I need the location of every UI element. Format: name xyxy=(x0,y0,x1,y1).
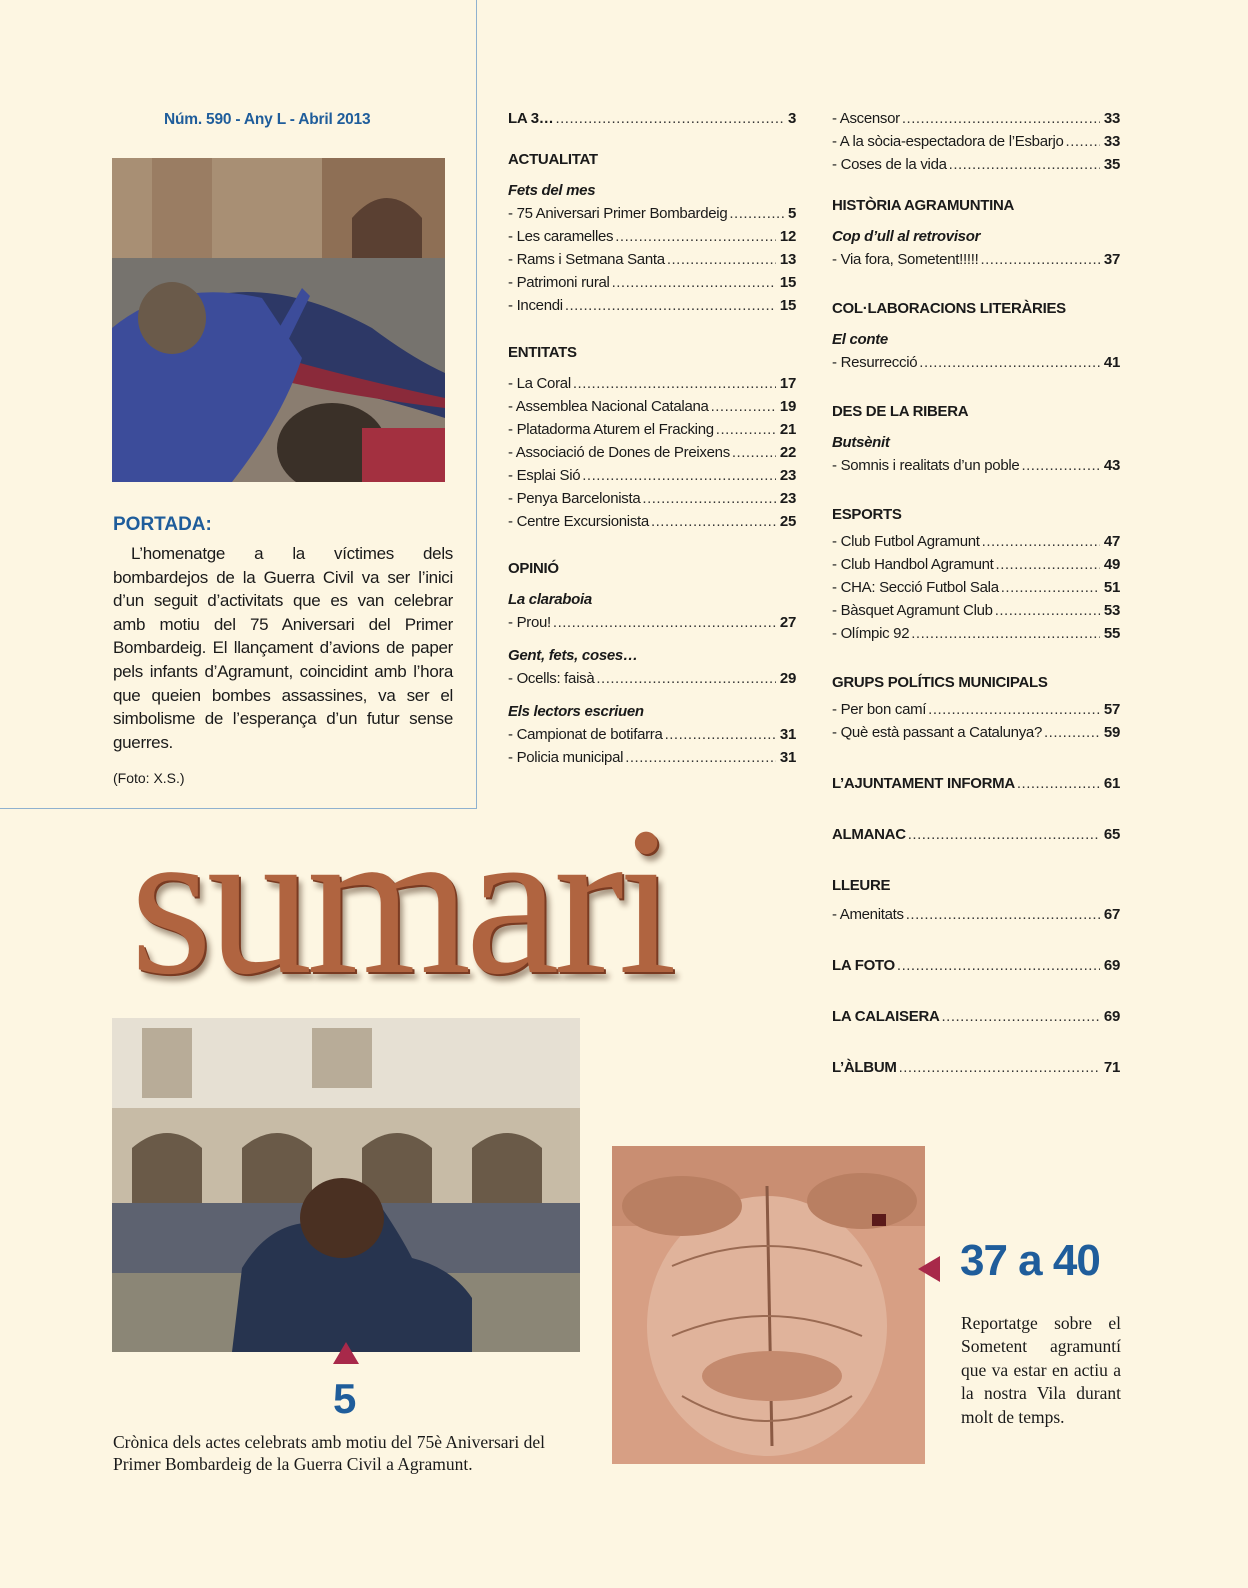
toc-entry-page: 23 xyxy=(779,490,796,507)
subsection-heading: El conte xyxy=(832,331,888,348)
toc-entry-page: 47 xyxy=(1103,533,1120,550)
toc-entry-title: - Via fora, Sometent!!!!! xyxy=(832,251,979,268)
toc-entry-title: - Esplai Sió xyxy=(508,467,581,484)
toc-entry[interactable] xyxy=(832,579,1120,602)
feature-photo-5 xyxy=(112,1018,580,1352)
toc-entry-page: 21 xyxy=(779,421,796,438)
toc-dot-leader xyxy=(625,749,776,766)
toc-entry-title: - Patrimoni rural xyxy=(508,274,610,291)
toc-entry[interactable] xyxy=(508,251,796,274)
toc-entry-page: 57 xyxy=(1103,701,1120,718)
toc-entry-title: - Associació de Dones de Preixens xyxy=(508,444,730,461)
toc-dot-leader xyxy=(1001,579,1100,596)
section-heading: GRUPS POLÍTICS MUNICIPALS xyxy=(832,674,1048,691)
toc-column-right xyxy=(832,110,1120,1082)
toc-dot-leader xyxy=(928,701,1100,718)
toc-entry[interactable] xyxy=(508,228,796,251)
toc-entry-page: 33 xyxy=(1103,110,1120,127)
toc-dot-leader xyxy=(555,110,784,127)
toc-dot-leader xyxy=(942,1008,1100,1025)
toc-dot-leader xyxy=(908,826,1100,843)
toc-entry[interactable] xyxy=(832,1059,1120,1082)
section-heading: COL·LABORACIONS LITERÀRIES xyxy=(832,300,1066,317)
toc-entry[interactable] xyxy=(832,251,1120,274)
toc-entry-title: - Platadorma Aturem el Fracking xyxy=(508,421,714,438)
toc-entry-title: - Policia municipal xyxy=(508,749,624,766)
feature-caption: Crònica dels actes celebrats amb motiu del 75è Aniversari del Primer Bombardeig de la Guerra Civil a Agramunt. xyxy=(113,1432,546,1474)
toc-entry[interactable] xyxy=(832,701,1120,724)
toc-dot-leader xyxy=(651,513,776,530)
toc-entry[interactable] xyxy=(508,297,796,320)
toc-dot-leader xyxy=(906,906,1100,923)
toc-entry-page: 43 xyxy=(1103,457,1120,474)
toc-entry-title: LA CALAISERA xyxy=(832,1008,940,1025)
toc-entry-page: 22 xyxy=(779,444,796,461)
toc-entry[interactable] xyxy=(832,133,1120,156)
toc-entry-title: - CHA: Secció Futbol Sala xyxy=(832,579,999,596)
feature-page-range: 37 a 40 xyxy=(960,1236,1100,1285)
toc-entry-page: 37 xyxy=(1103,251,1120,268)
toc-entry-page: 23 xyxy=(779,467,796,484)
toc-entry-title: - Campionat de botifarra xyxy=(508,726,663,743)
portada-title: PORTADA: xyxy=(113,514,212,535)
toc-entry-title: - Olímpic 92 xyxy=(832,625,910,642)
section-heading: LLEURE xyxy=(832,877,891,894)
toc-dot-leader xyxy=(980,251,1099,268)
toc-dot-leader xyxy=(582,467,776,484)
toc-entry-page: 15 xyxy=(779,274,796,291)
toc-dot-leader xyxy=(573,375,776,392)
toc-entry-title: LA 3… xyxy=(508,110,554,127)
section-heading: HISTÒRIA AGRAMUNTINA xyxy=(832,197,1015,214)
toc-entry-page: 69 xyxy=(1103,1008,1120,1025)
toc-entry-title: - Què està passant a Catalunya? xyxy=(832,724,1043,741)
toc-entry-title: - Centre Excursionista xyxy=(508,513,649,530)
toc-entry-title: - Rams i Setmana Santa xyxy=(508,251,665,268)
toc-entry-page: 55 xyxy=(1103,625,1120,642)
toc-entry-page: 33 xyxy=(1103,133,1120,150)
toc-entry-title: - Prou! xyxy=(508,614,551,631)
toc-entry-title: - Ocells: faisà xyxy=(508,670,595,687)
toc-entry[interactable] xyxy=(508,467,796,490)
toc-dot-leader xyxy=(667,251,776,268)
toc-dot-leader xyxy=(665,726,776,743)
toc-entry-page: 13 xyxy=(779,251,796,268)
toc-entry[interactable] xyxy=(508,670,796,693)
toc-entry[interactable] xyxy=(508,421,796,444)
toc-entry[interactable] xyxy=(832,1008,1120,1031)
toc-dot-leader xyxy=(553,614,776,631)
toc-entry-page: 35 xyxy=(1103,156,1120,173)
toc-entry[interactable] xyxy=(832,602,1120,625)
section-heading: OPINIÓ xyxy=(508,560,559,577)
toc-entry-page: 31 xyxy=(779,749,796,766)
toc-entry-page: 19 xyxy=(779,398,796,415)
toc-entry[interactable] xyxy=(832,906,1120,929)
toc-entry-title: - Amenitats xyxy=(832,906,904,923)
toc-dot-leader xyxy=(732,444,776,461)
toc-entry[interactable] xyxy=(832,775,1120,798)
toc-entry[interactable] xyxy=(832,724,1120,747)
toc-entry-page: 59 xyxy=(1103,724,1120,741)
section-heading: DES DE LA RIBERA xyxy=(832,403,969,420)
feature-caption: Reportatge sobre el Sometent agramuntí que va estar en actiu a la nostra Vila durant molt de temps. xyxy=(961,1313,1121,1427)
subsection-heading: Cop d’ull al retrovisor xyxy=(832,228,981,245)
toc-entry-page: 49 xyxy=(1103,556,1120,573)
toc-entry-title: - Bàsquet Agramunt Club xyxy=(832,602,993,619)
toc-entry-title: - Assemblea Nacional Catalana xyxy=(508,398,709,415)
toc-entry-page: 69 xyxy=(1103,957,1120,974)
toc-dot-leader xyxy=(1044,724,1100,741)
toc-entry-page: 65 xyxy=(1103,826,1120,843)
toc-entry-title: - Ascensor xyxy=(832,110,900,127)
toc-entry-page: 12 xyxy=(779,228,796,245)
toc-entry-page: 25 xyxy=(779,513,796,530)
toc-entry-page: 71 xyxy=(1103,1059,1120,1076)
toc-entry-title: - La Coral xyxy=(508,375,571,392)
toc-entry[interactable] xyxy=(508,513,796,536)
subsection-heading: Butsènit xyxy=(832,434,890,451)
cover-photo xyxy=(112,158,445,482)
toc-entry-page: 31 xyxy=(779,726,796,743)
arrow-left-icon xyxy=(918,1256,940,1282)
toc-dot-leader xyxy=(565,297,776,314)
arrow-up-icon xyxy=(333,1342,359,1364)
toc-dot-leader xyxy=(612,274,776,291)
toc-entry-title: ALMANAC xyxy=(832,826,906,843)
toc-entry[interactable] xyxy=(508,110,796,133)
toc-dot-leader xyxy=(615,228,776,245)
toc-entry-title: - Les caramelles xyxy=(508,228,614,245)
toc-entry[interactable] xyxy=(832,457,1120,480)
toc-entry[interactable] xyxy=(508,274,796,297)
toc-entry-title: L’AJUNTAMENT INFORMA xyxy=(832,775,1015,792)
toc-entry-page: 15 xyxy=(779,297,796,314)
toc-entry[interactable] xyxy=(508,205,796,228)
toc-dot-leader xyxy=(729,205,784,222)
toc-dot-leader xyxy=(642,490,776,507)
toc-entry-title: LA FOTO xyxy=(832,957,895,974)
toc-entry[interactable] xyxy=(832,110,1120,133)
toc-dot-leader xyxy=(596,670,776,687)
toc-dot-leader xyxy=(995,602,1100,619)
toc-column-middle xyxy=(508,110,796,772)
toc-entry-title: - Penya Barcelonista xyxy=(508,490,641,507)
toc-entry-page: 17 xyxy=(779,375,796,392)
toc-entry[interactable] xyxy=(832,957,1120,980)
toc-entry-title: - A la sòcia-espectadora de l’Esbarjo xyxy=(832,133,1064,150)
toc-entry-page: 5 xyxy=(787,205,796,222)
subsection-heading: Els lectors escriuen xyxy=(508,703,644,720)
toc-entry-page: 53 xyxy=(1103,602,1120,619)
photo-credit: (Foto: X.S.) xyxy=(113,770,185,786)
toc-entry-title: L’ÀLBUM xyxy=(832,1059,897,1076)
toc-entry[interactable] xyxy=(508,490,796,513)
toc-dot-leader xyxy=(1066,133,1100,150)
feature-page-number: 5 xyxy=(333,1375,357,1422)
toc-entry[interactable] xyxy=(508,444,796,467)
section-heading: ACTUALITAT xyxy=(508,151,598,168)
toc-entry[interactable] xyxy=(508,398,796,421)
toc-entry-title: - Incendi xyxy=(508,297,563,314)
toc-entry[interactable] xyxy=(508,749,796,772)
toc-entry-page: 3 xyxy=(787,110,796,127)
toc-dot-leader xyxy=(1021,457,1099,474)
toc-entry-page: 29 xyxy=(779,670,796,687)
toc-dot-leader xyxy=(982,533,1100,550)
toc-entry[interactable] xyxy=(832,156,1120,179)
toc-entry[interactable] xyxy=(508,375,796,398)
toc-entry-title: - Club Handbol Agramunt xyxy=(832,556,994,573)
toc-entry[interactable] xyxy=(832,533,1120,556)
subsection-heading: Gent, fets, coses… xyxy=(508,647,638,664)
toc-entry-page: 67 xyxy=(1103,906,1120,923)
section-heading: ESPORTS xyxy=(832,506,902,523)
toc-entry-page: 27 xyxy=(779,614,796,631)
toc-entry[interactable] xyxy=(832,354,1120,377)
feature-photo-37 xyxy=(612,1146,925,1464)
toc-entry[interactable] xyxy=(832,556,1120,579)
toc-entry-title: - Somnis i realitats d’un poble xyxy=(832,457,1020,474)
section-heading: ENTITATS xyxy=(508,344,577,361)
toc-entry[interactable] xyxy=(832,826,1120,849)
toc-dot-leader xyxy=(711,398,776,415)
toc-entry-title: - Club Futbol Agramunt xyxy=(832,533,980,550)
toc-entry[interactable] xyxy=(508,726,796,749)
portada-text: L’homenatge a la víctimes dels bombardejos de la Guerra Civil va ser l’inici d’un seguit d’activitats que es van celebrar amb motiu del 75 Aniversari del Primer Bombardeig. El llançament d’avions de paper pels infants d’Agramunt, coincidint amb l’hora que queien bombes assassines, va ser el simbolisme de l’esperança d’un futur sense guerres. xyxy=(113,544,453,752)
toc-entry-title: - Resurrecció xyxy=(832,354,918,371)
toc-dot-leader xyxy=(897,957,1100,974)
toc-entry-page: 41 xyxy=(1103,354,1120,371)
toc-dot-leader xyxy=(902,110,1100,127)
toc-dot-leader xyxy=(919,354,1100,371)
page-title: sumari xyxy=(130,783,671,1018)
toc-entry[interactable] xyxy=(508,614,796,637)
toc-entry-page: 51 xyxy=(1103,579,1120,596)
toc-entry-page: 61 xyxy=(1103,775,1120,792)
toc-dot-leader xyxy=(1017,775,1100,792)
toc-dot-leader xyxy=(716,421,776,438)
toc-dot-leader xyxy=(911,625,1100,642)
toc-entry-title: - 75 Aniversari Primer Bombardeig xyxy=(508,205,728,222)
toc-entry-title: - Coses de la vida xyxy=(832,156,947,173)
subsection-heading: Fets del mes xyxy=(508,182,596,199)
toc-dot-leader xyxy=(949,156,1100,173)
toc-dot-leader xyxy=(899,1059,1100,1076)
subsection-heading: La claraboia xyxy=(508,591,592,608)
toc-entry[interactable] xyxy=(832,625,1120,648)
issue-line: Núm. 590 - Any L - Abril 2013 xyxy=(164,111,371,128)
toc-dot-leader xyxy=(996,556,1100,573)
toc-entry-title: - Per bon camí xyxy=(832,701,927,718)
